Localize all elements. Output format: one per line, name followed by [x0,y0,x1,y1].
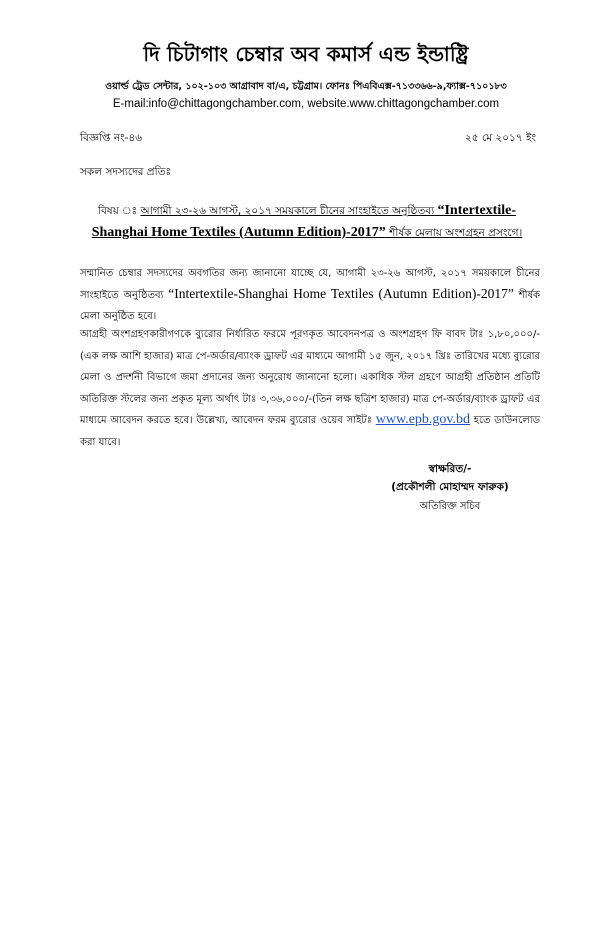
letterhead-address: ওয়ার্ল্ড ট্রেড সেন্টার, ১০২-১০৩ আগ্রাবাদ বা/এ, চট্টগ্রাম। ফোনঃ পিএবিএক্স-৭১৩৩৬৬-৯,ফ্যাক্স-৭১০১৮৩ [105,81,507,92]
signatory-designation: অতিরিক্ত সচিব [419,501,481,512]
signature-signed: স্বাক্ষরিত/- [428,463,472,475]
letterhead-contact: E-mail:info@chittagongchamber.com, website.www.chittagongchamber.com [112,98,500,110]
salutation: সকল সদস্যদের প্রতিঃ [80,166,172,178]
subject-event-name: “Intertextile-Shanghai Home Textiles (Autumn Edition)-2017” [91,203,517,240]
notice-number: বিজ্ঞপ্তি নং-৪৬ [80,132,143,144]
body-paragraph-2 [80,323,540,452]
body-paragraph-1 [80,262,540,327]
para1-text-a: সম্মানিত চেম্বার সদস্যদের অবগতির জন্য জানানো যাচ্ছে যে, আগামী ২৩-২৬ আগস্ট, ২০১৭ সময়কালে চীনের সাংহাইতে অনুষ্ঠিতব্য [80,268,540,301]
para2-text-a: আগ্রহী অংশগ্রহণকারীগণকে ব্যুরোর নির্ধারিত ফরমে পূরণকৃত আবেদনপত্র ও অংশগ্রহণ ফি বাবদ টাঃ ১,৮০,০০০/-(এক লক্ষ আশি হাজার) মাত্র পে-অর্ডার/ব্যাংক ড্রাফট এর মাধ্যমে আগামী ১৫ জুন, ২০১৭ খ্রিঃ তারিখের মধ্যে ব্যুরোর মেলা ও প্রদর্শনী বিভাগে জমা প্রদানের জন্য অনুরোধ জানানো হলো। একাধিক স্টল গ্রহণে আগ্রহী প্রতিষ্ঠান প্রতিটি অতিরিক্ত স্টলের জন্য প্রকৃত মূল্য অর্থাৎ টাঃ ৩,৩৬,০০০/-(তিন লক্ষ ছত্রিশ হাজার) মাত্র পে-অর্ডার/ব্যাংক ড্রাফট এর মাধ্যমে আবেদন করতে হবে। উল্লেখ্য, আবেদন ফরম ব্যুরোর ওয়েব সাইটঃ [80,329,540,426]
epb-website-link[interactable]: www.epb.gov.bd [375,412,471,427]
subject-line [76,199,538,243]
para1-event-name: “Intertextile-Shanghai Home Textiles (Autumn Edition)-2017” [168,285,514,301]
para2-text-b: হতে ডাউনলোড করা যাবে। [80,415,540,448]
notice-date: ২৫ মে ২০১৭ ইং [464,132,536,144]
para1-text-b: শীর্ষক মেলা অনুষ্ঠিত হবে। [80,289,540,322]
letterhead-title: দি চিটাগাং চেম্বার অব কমার্স এন্ড ইন্ডাষ্ট্রি [143,42,469,66]
subject-text-part1: আগামী ২৩-২৬ আগস্ট, ২০১৭ সময়কালে চীনের সাংহাইতে অনুষ্ঠিতব্য [140,205,438,217]
signatory-name: (প্রকৌশলী মোহাম্মদ ফারুক) [391,481,509,493]
subject-text-part2: শীর্ষক মেলায় অংশগ্রহন প্রসংগে। [385,227,523,239]
subject-label: বিষয় ঃ [97,205,141,217]
